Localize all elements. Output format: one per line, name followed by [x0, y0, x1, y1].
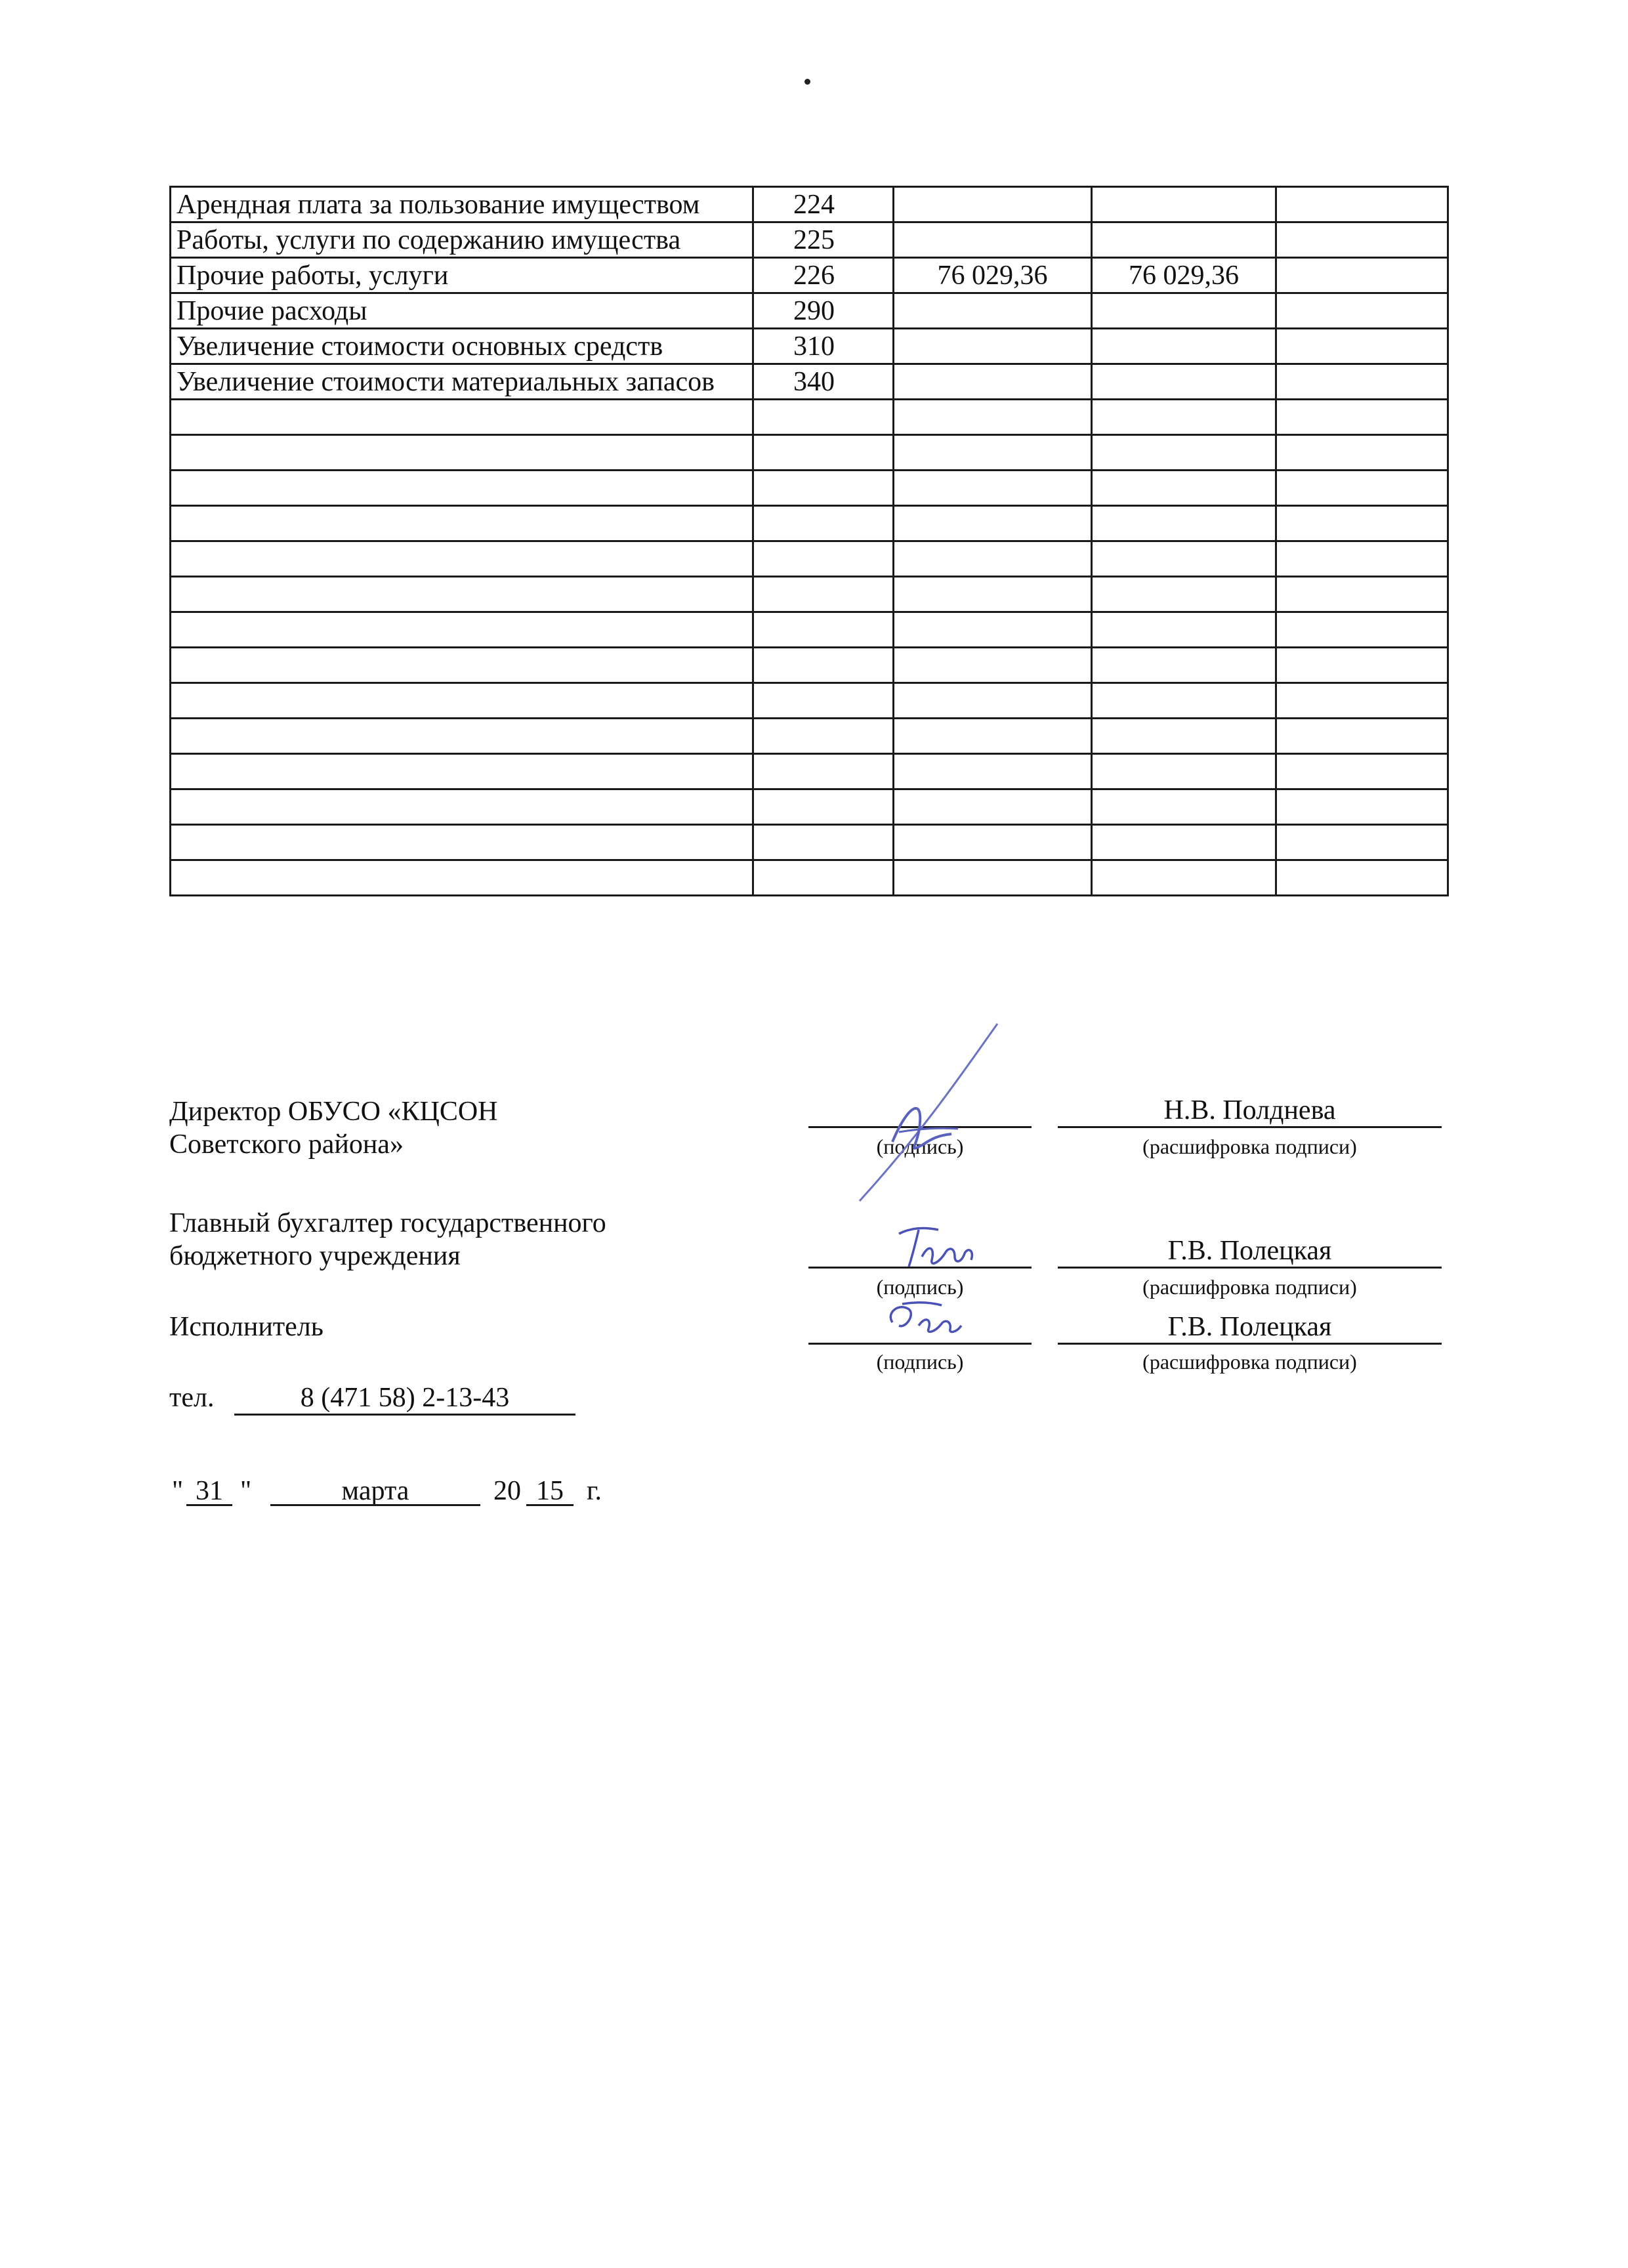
table-row	[171, 683, 1448, 719]
accountant-title-line2: бюджетного учреждения	[169, 1241, 461, 1271]
row-value-cell	[1276, 683, 1448, 719]
row-code-cell	[753, 683, 894, 719]
row-value-cell	[894, 719, 1092, 754]
row-value-cell	[1092, 860, 1276, 896]
executor-sign-caption: (подпись)	[876, 1350, 964, 1374]
row-name-cell	[171, 612, 753, 648]
row-value-cell	[1276, 435, 1448, 471]
row-value-cell	[894, 789, 1092, 825]
executor-signature	[879, 1296, 978, 1342]
row-value-cell	[894, 648, 1092, 683]
row-value-cell	[1092, 435, 1276, 471]
row-name-cell: Прочие работы, услуги	[171, 258, 753, 293]
phone-label: тел.	[169, 1383, 215, 1413]
row-value-cell	[1092, 825, 1276, 860]
date-open-quote: "	[172, 1476, 184, 1506]
row-value-cell	[1276, 648, 1448, 683]
table-row	[171, 506, 1448, 541]
table-row	[171, 329, 1448, 364]
date-month-line	[270, 1504, 480, 1506]
date-month: марта	[341, 1476, 409, 1506]
row-value-cell	[894, 187, 1092, 222]
row-code-cell	[753, 719, 894, 754]
row-value-cell	[1276, 541, 1448, 577]
row-value-cell	[1092, 364, 1276, 400]
expenses-table-body	[171, 187, 1448, 896]
row-value-cell	[1092, 293, 1276, 329]
accountant-name: Г.В. Полецкая	[1167, 1236, 1332, 1266]
row-value-cell	[1092, 329, 1276, 364]
row-name-cell	[171, 754, 753, 789]
row-name-cell	[171, 577, 753, 612]
row-code-cell	[753, 860, 894, 896]
row-value-cell	[1276, 187, 1448, 222]
row-value-cell	[894, 435, 1092, 471]
row-value-cell	[1276, 719, 1448, 754]
row-value-cell	[1276, 612, 1448, 648]
director-title-line2: Советского района»	[169, 1129, 404, 1160]
row-value-cell	[1276, 329, 1448, 364]
row-value-cell	[1276, 754, 1448, 789]
row-code-cell	[753, 789, 894, 825]
row-code-cell	[753, 541, 894, 577]
table-row	[171, 400, 1448, 435]
director-signature	[846, 1017, 1011, 1208]
director-sign-caption: (подпись)	[876, 1135, 964, 1158]
row-code-cell: 310	[753, 329, 894, 364]
row-code-cell: 224	[753, 187, 894, 222]
row-name-cell: Увеличение стоимости основных средств	[171, 329, 753, 364]
row-name-cell	[171, 471, 753, 506]
row-code-cell	[753, 612, 894, 648]
table-row	[171, 860, 1448, 896]
row-code-cell	[753, 754, 894, 789]
row-value-cell	[894, 222, 1092, 258]
table-row	[171, 648, 1448, 683]
row-value-cell	[1276, 400, 1448, 435]
row-name-cell: Арендная плата за пользование имуществом	[171, 187, 753, 222]
row-value-cell	[894, 471, 1092, 506]
row-value-cell	[1276, 364, 1448, 400]
row-value-cell	[1276, 789, 1448, 825]
phone-line	[234, 1414, 575, 1416]
table-row	[171, 719, 1448, 754]
row-value-cell	[1092, 719, 1276, 754]
accountant-signature	[892, 1221, 984, 1273]
row-name-cell	[171, 719, 753, 754]
accountant-sign-caption: (подпись)	[876, 1275, 964, 1299]
row-value-cell	[894, 506, 1092, 541]
row-code-cell: 225	[753, 222, 894, 258]
date-year-prefix: 20	[493, 1476, 521, 1506]
date-year-line	[526, 1504, 574, 1506]
executor-name-caption: (расшифровка подписи)	[1142, 1350, 1357, 1374]
row-value-cell	[1276, 577, 1448, 612]
row-name-cell	[171, 541, 753, 577]
row-name-cell	[171, 648, 753, 683]
row-value-cell	[1092, 506, 1276, 541]
phone-value: 8 (471 58) 2-13-43	[300, 1383, 510, 1413]
row-value-cell	[894, 683, 1092, 719]
row-value-cell	[1092, 187, 1276, 222]
expenses-table	[169, 186, 1449, 896]
table-row	[171, 364, 1448, 400]
table-row	[171, 435, 1448, 471]
row-value-cell	[1276, 293, 1448, 329]
row-name-cell: Прочие расходы	[171, 293, 753, 329]
row-code-cell	[753, 825, 894, 860]
row-value-cell	[894, 329, 1092, 364]
row-name-cell	[171, 506, 753, 541]
director-name: Н.В. Полднева	[1163, 1095, 1336, 1125]
row-value-cell	[1092, 683, 1276, 719]
row-value-cell	[894, 364, 1092, 400]
date-day: 31	[196, 1476, 223, 1506]
row-value-cell	[1092, 648, 1276, 683]
row-value-cell	[894, 612, 1092, 648]
row-value-cell	[894, 541, 1092, 577]
row-value-cell	[1276, 860, 1448, 896]
row-value-cell	[894, 825, 1092, 860]
row-name-cell	[171, 789, 753, 825]
row-value-cell	[1092, 789, 1276, 825]
row-value-cell: 76 029,36	[1092, 258, 1276, 293]
row-code-cell	[753, 400, 894, 435]
row-value-cell	[1092, 471, 1276, 506]
accountant-name-caption: (расшифровка подписи)	[1142, 1275, 1357, 1299]
scan-dot	[804, 79, 810, 85]
row-name-cell	[171, 683, 753, 719]
row-value-cell	[1276, 825, 1448, 860]
row-value-cell	[1276, 506, 1448, 541]
table-row	[171, 577, 1448, 612]
director-title-line1: Директор ОБУСО «КЦСОН	[169, 1097, 498, 1127]
date-close-quote: "	[240, 1476, 252, 1506]
date-day-line	[186, 1504, 232, 1506]
director-name-caption: (расшифровка подписи)	[1142, 1135, 1357, 1158]
row-value-cell	[1092, 612, 1276, 648]
row-code-cell	[753, 506, 894, 541]
row-value-cell	[894, 293, 1092, 329]
row-code-cell: 226	[753, 258, 894, 293]
executor-name: Г.В. Полецкая	[1167, 1312, 1332, 1342]
table-row	[171, 187, 1448, 222]
row-value-cell	[1276, 471, 1448, 506]
row-name-cell	[171, 400, 753, 435]
row-value-cell	[894, 400, 1092, 435]
table-row	[171, 825, 1448, 860]
row-value-cell	[894, 754, 1092, 789]
row-value-cell	[894, 860, 1092, 896]
table-row	[171, 612, 1448, 648]
row-value-cell	[1276, 222, 1448, 258]
table-row	[171, 222, 1448, 258]
table-row	[171, 258, 1448, 293]
table-row	[171, 541, 1448, 577]
row-value-cell	[1092, 577, 1276, 612]
row-code-cell	[753, 435, 894, 471]
executor-title: Исполнитель	[169, 1312, 324, 1342]
table-row	[171, 789, 1448, 825]
row-code-cell: 340	[753, 364, 894, 400]
row-name-cell	[171, 825, 753, 860]
date-year-suffix: 15	[536, 1476, 564, 1506]
table-row	[171, 293, 1448, 329]
row-value-cell	[1276, 258, 1448, 293]
row-value-cell	[1092, 400, 1276, 435]
row-name-cell	[171, 435, 753, 471]
table-row	[171, 754, 1448, 789]
row-value-cell	[1092, 754, 1276, 789]
row-code-cell	[753, 648, 894, 683]
table-row	[171, 471, 1448, 506]
row-code-cell: 290	[753, 293, 894, 329]
accountant-title-line1: Главный бухгалтер государственного	[169, 1208, 606, 1238]
executor-sign-line	[808, 1343, 1032, 1345]
row-value-cell	[1092, 541, 1276, 577]
row-value-cell	[1092, 222, 1276, 258]
row-name-cell: Увеличение стоимости материальных запасов	[171, 364, 753, 400]
date-suffix: г.	[587, 1476, 602, 1506]
row-name-cell	[171, 860, 753, 896]
row-code-cell	[753, 471, 894, 506]
row-code-cell	[753, 577, 894, 612]
row-value-cell	[894, 577, 1092, 612]
row-value-cell: 76 029,36	[894, 258, 1092, 293]
row-name-cell: Работы, услуги по содержанию имущества	[171, 222, 753, 258]
